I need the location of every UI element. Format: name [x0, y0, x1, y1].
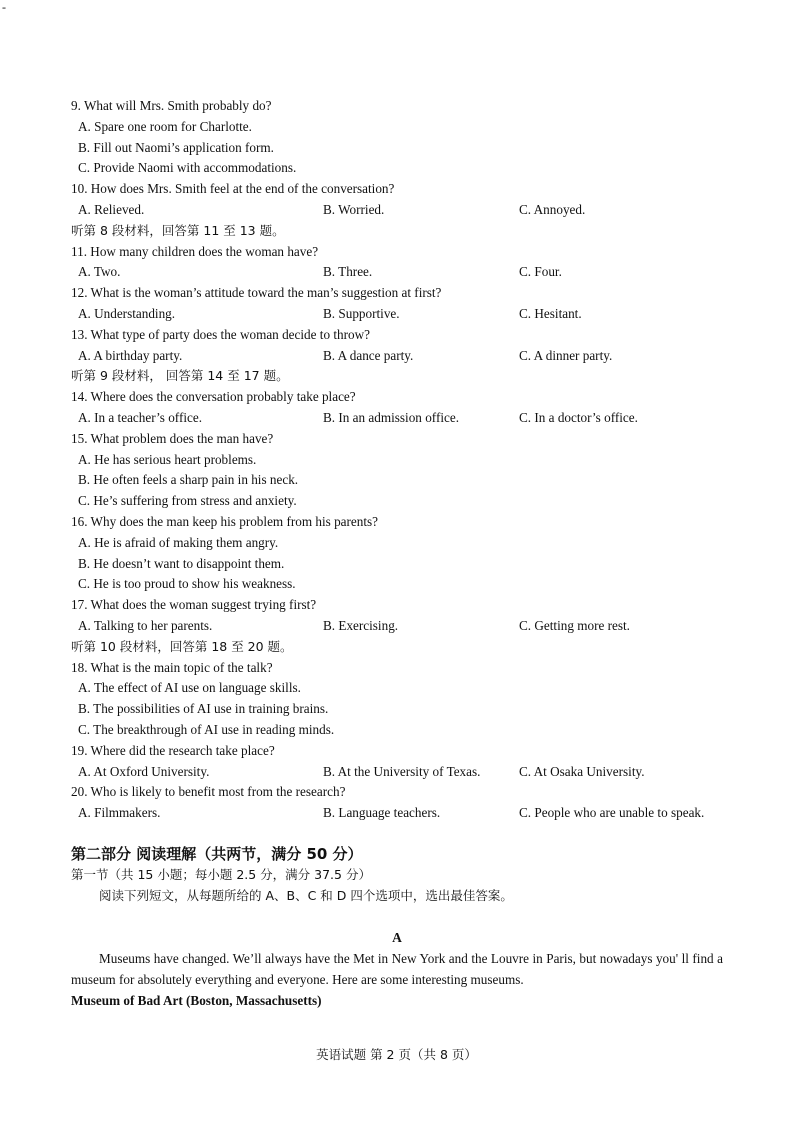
question-18-option-a: A. The effect of AI use on language skills.: [78, 680, 301, 696]
page-footer: 英语试题 第 2 页（共 8 页）: [316, 1047, 477, 1062]
question-20-options: [71, 803, 751, 824]
question-9-stem: 9. What will Mrs. Smith probably do?: [71, 98, 272, 113]
question-12-stem: 12. What is the woman’s attitude toward the man’s suggestion at first?: [71, 285, 442, 301]
question-17-option-c: C. Getting more rest.: [519, 617, 630, 633]
part-2-instruction: 阅读下列短文，从每题所给的 A、B、C 和 D 四个选项中，选出最佳答案。: [99, 887, 513, 903]
question-14-option-c: C. In a doctor’s office.: [519, 409, 638, 425]
question-12-option-c: C. Hesitant.: [519, 305, 582, 321]
question-10-stem: 10. How does Mrs. Smith feel at the end of the conversation?: [71, 181, 395, 197]
question-11-option-a: A. Two.: [78, 264, 121, 280]
question-10-options: [71, 200, 751, 221]
question-17-stem: 17. What does the woman suggest trying first?: [71, 597, 317, 613]
question-11-options: [71, 262, 751, 283]
question-17-option-b: B. Exercising.: [323, 617, 399, 633]
question-16-option-a: A. He is afraid of making them angry.: [78, 534, 279, 550]
question-13-stem: 13. What type of party does the woman decide to throw?: [71, 326, 370, 342]
question-13-option-a: A. A birthday party.: [78, 347, 183, 363]
question-10-option-a: A. Relieved.: [78, 201, 145, 217]
question-16-option-b: B. He doesn’t want to disappoint them.: [78, 555, 285, 571]
question-9-option-c: C. Provide Naomi with accommodations.: [78, 160, 297, 176]
question-12-option-a: A. Understanding.: [78, 305, 176, 321]
question-11-stem: 11. How many children does the woman have?: [71, 243, 319, 259]
question-14-option-b: B. In an admission office.: [323, 409, 460, 425]
question-17-option-a: A. Talking to her parents.: [78, 617, 213, 633]
question-18-stem: 18. What is the main topic of the talk?: [71, 659, 273, 675]
passage-a: [71, 928, 723, 1011]
question-13-options: [71, 346, 751, 367]
question-15-option-a: A. He has serious heart problems.: [78, 451, 257, 467]
question-20-stem: 20. Who is likely to benefit most from the research?: [71, 784, 346, 800]
question-20-option-b: B. Language teachers.: [323, 805, 441, 821]
question-17-options: [71, 616, 751, 637]
question-19-stem: 19. Where did the research take place?: [71, 742, 275, 758]
question-12-option-b: B. Supportive.: [323, 305, 400, 321]
question-15-option-c: C. He’s suffering from stress and anxiety.: [78, 493, 297, 509]
question-11-option-c: C. Four.: [519, 264, 562, 280]
question-9-option-b: B. Fill out Naomi’s application form.: [78, 139, 274, 155]
passage-paragraph: Museums have changed. We’ll always have the Met in New York and the Louvre in Paris, but nowadays you' ll find a museum for absolutely everything and everyone. Here are some interesting museums.: [71, 951, 723, 987]
question-19-option-c: C. At Osaka University.: [519, 763, 645, 779]
passage-label: A: [392, 930, 402, 945]
question-19-options: [71, 762, 751, 783]
question-14-options: [71, 408, 751, 429]
question-18-option-b: B. The possibilities of AI use in training brains.: [78, 701, 329, 717]
part-2-subtitle: 第一节（共 15 小题；每小题 2.5 分，满分 37.5 分）: [71, 867, 371, 882]
part-2-title: 第二部分 阅读理解（共两节，满分 50 分）: [71, 845, 363, 863]
question-13-option-c: C. A dinner party.: [519, 347, 613, 363]
section-9-instruction: 听第 9 段材料， 回答第 14 至 17 题。: [71, 368, 289, 384]
question-10-option-c: C. Annoyed.: [519, 201, 586, 217]
question-12-options: [71, 304, 751, 325]
question-9-option-a: A. Spare one room for Charlotte.: [78, 118, 252, 134]
corner-mark: -: [2, 0, 6, 14]
question-15-option-b: B. He often feels a sharp pain in his neck.: [78, 472, 299, 488]
listening-questions: [71, 96, 751, 824]
question-11-option-b: B. Three.: [323, 264, 373, 280]
question-20-option-a: A. Filmmakers.: [78, 805, 161, 821]
question-14-option-a: A. In a teacher’s office.: [78, 409, 202, 425]
question-16-stem: 16. Why does the man keep his problem from his parents?: [71, 513, 379, 529]
question-14-stem: 14. Where does the conversation probably take place?: [71, 389, 356, 405]
section-10-instruction: 听第 10 段材料，回答第 18 至 20 题。: [71, 638, 293, 654]
question-13-option-b: B. A dance party.: [323, 347, 414, 363]
question-10-option-b: B. Worried.: [323, 201, 385, 217]
question-19-option-a: A. At Oxford University.: [78, 763, 210, 779]
section-8-instruction: 听第 8 段材料，回答第 11 至 13 题。: [71, 222, 285, 238]
question-16-option-c: C. He is too proud to show his weakness.: [78, 576, 296, 592]
question-18-option-c: C. The breakthrough of AI use in reading minds.: [78, 721, 335, 737]
question-19-option-b: B. At the University of Texas.: [323, 763, 481, 779]
question-20-option-c: C. People who are unable to speak.: [519, 805, 705, 821]
question-15-stem: 15. What problem does the man have?: [71, 430, 274, 446]
reading-section-header: [71, 843, 751, 906]
museum-heading: Museum of Bad Art (Boston, Massachusetts): [71, 993, 322, 1008]
